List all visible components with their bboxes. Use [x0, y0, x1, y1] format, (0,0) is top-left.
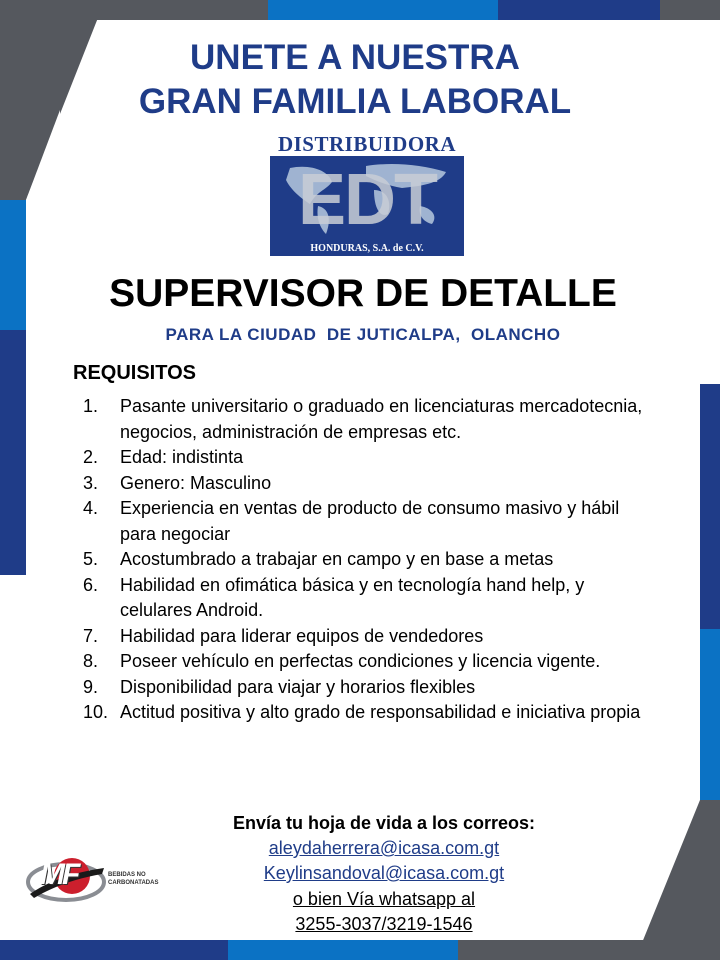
- requirement-item: [83, 547, 658, 573]
- requirement-text: Habilidad en ofimática básica y en tecnología hand help, y celulares Android.: [120, 574, 585, 620]
- requirement-number: 4.: [83, 498, 99, 518]
- phone-numbers: 3255-3037/3219-1546: [295, 914, 473, 934]
- requirements-heading: REQUISITOS: [73, 362, 196, 384]
- requirement-item: [83, 496, 658, 547]
- requirement-number: 3.: [83, 472, 99, 493]
- requirement-item: [83, 675, 658, 701]
- brand-tagline-2: CARBONATADAS: [108, 880, 159, 886]
- phones-line: [180, 914, 588, 935]
- brand-tagline-1: BEBIDAS NO: [108, 872, 146, 878]
- requirement-number: 9.: [83, 676, 99, 697]
- top-right-gray-bar: [660, 0, 720, 20]
- requirement-number: 5.: [83, 549, 99, 569]
- right-blue-bar: [700, 629, 720, 809]
- logo-bottom-text: HONDURAS, S.A. de C.V.: [270, 242, 464, 256]
- brand-mark-text: MF: [40, 858, 78, 891]
- requirement-text: Edad: indistinta: [120, 447, 244, 467]
- job-location: PARA LA CIUDAD DE JUTICALPA, OLANCHO: [165, 325, 561, 344]
- bottom-navy-bar: [0, 940, 228, 960]
- requirement-item: [83, 573, 658, 624]
- requirement-number: 8.: [83, 651, 99, 671]
- right-navy-bar: [700, 384, 720, 629]
- requirement-number: 10.: [83, 702, 109, 722]
- requirement-item: [83, 624, 658, 650]
- logo-top-text: DISTRIBUIDORA: [277, 132, 457, 156]
- email-link-2[interactable]: [180, 863, 588, 884]
- requirements-list: [83, 394, 658, 726]
- requirement-number: 1.: [83, 396, 99, 416]
- requirement-number: 2.: [83, 447, 99, 467]
- left-navy-bar: [0, 330, 26, 575]
- requirement-text: Poseer vehículo en perfectas condiciones y licencia vigente.: [120, 651, 601, 671]
- requirement-number: 7.: [83, 625, 99, 646]
- email-1[interactable]: aleydaherrera@icasa.com.gt: [268, 838, 500, 858]
- requirement-item: [83, 394, 658, 445]
- company-logo: [270, 132, 464, 256]
- contact-heading: Envía tu hoja de vida a los correos:: [232, 813, 536, 833]
- logo-mark-box: [270, 156, 464, 242]
- requirement-text: Pasante universitario o graduado en licenciaturas mercadotecnia, negocios, administración de empresas etc.: [120, 396, 643, 442]
- logo-mark-text: EDT: [298, 160, 436, 240]
- requirement-item: [83, 445, 658, 471]
- requirement-item: [83, 649, 658, 675]
- requirement-text: Disponibilidad para viajar y horarios flexibles: [120, 676, 476, 697]
- brand-logo: [26, 850, 176, 910]
- requirement-text: Acostumbrado a trabajar en campo y en base a metas: [120, 549, 554, 569]
- bottom-right-corner-decoration: [620, 800, 720, 960]
- whatsapp-label: o bien Vía whatsapp al: [292, 889, 476, 909]
- headline-line-1: UNETE A NUESTRA: [190, 38, 520, 77]
- requirement-item: [83, 700, 658, 726]
- email-link-1[interactable]: [180, 838, 588, 859]
- requirement-text: Experiencia en ventas de producto de consumo masivo y hábil para negociar: [120, 498, 620, 544]
- requirement-text: Habilidad para liderar equipos de vendedores: [120, 625, 484, 646]
- requirement-text: Genero: Masculino: [120, 472, 272, 493]
- job-title: SUPERVISOR DE DETALLE: [109, 272, 617, 315]
- whatsapp-label-line: [180, 889, 588, 910]
- email-2[interactable]: Keylinsandoval@icasa.com.gt: [263, 863, 505, 883]
- requirement-number: 6.: [83, 574, 99, 595]
- top-blue-bar: [268, 0, 498, 20]
- bottom-blue-bar: [228, 940, 458, 960]
- requirement-text: Actitud positiva y alto grado de responsabilidad e iniciativa propia: [120, 702, 641, 722]
- headline-line-2: GRAN FAMILIA LABORAL: [138, 82, 572, 121]
- requirement-item: [83, 471, 658, 497]
